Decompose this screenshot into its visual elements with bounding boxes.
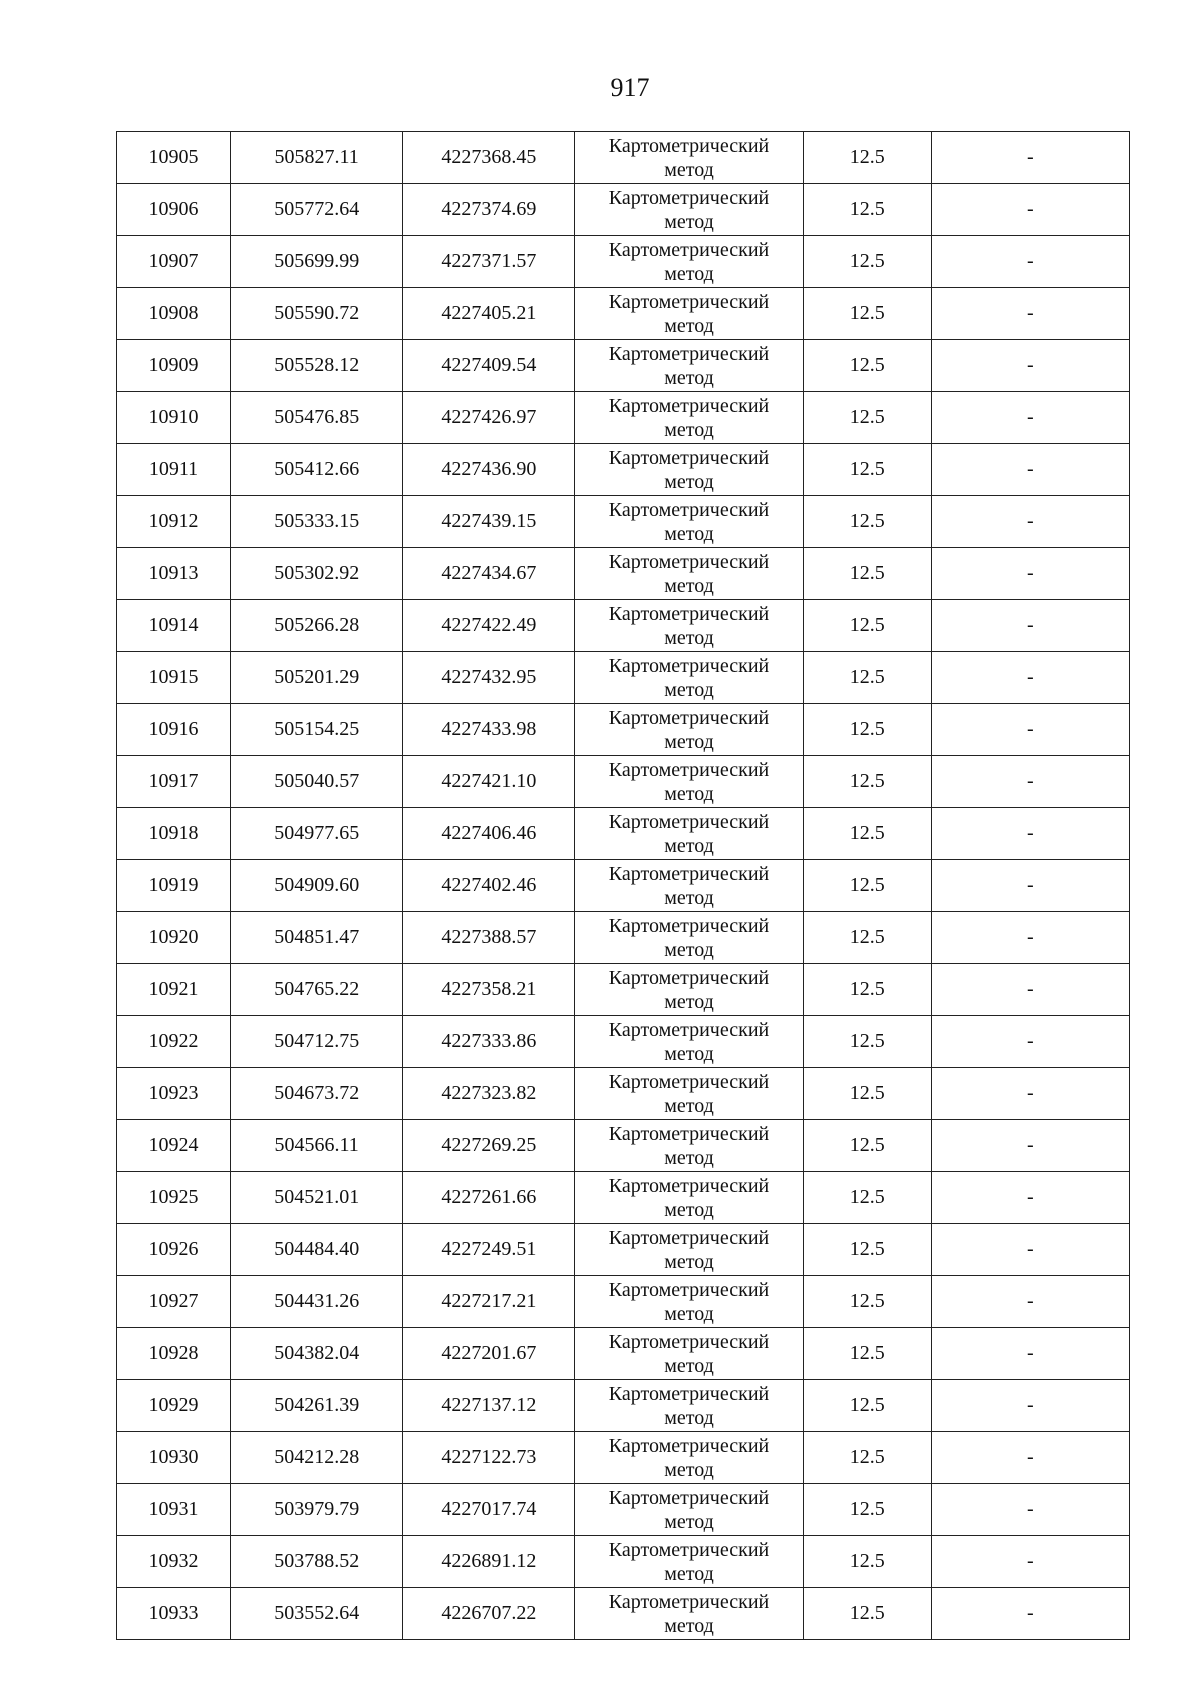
x-coordinate-cell: 504673.72	[231, 1068, 403, 1120]
y-coordinate-cell: 4227432.95	[403, 652, 575, 704]
description-cell: -	[931, 236, 1129, 288]
point-number-cell: 10930	[117, 1432, 231, 1484]
y-coordinate-cell: 4227249.51	[403, 1224, 575, 1276]
method-line-2: метод	[664, 158, 714, 181]
point-number-cell: 10911	[117, 444, 231, 496]
method-line-1: Картометрический	[608, 862, 770, 885]
description-cell: -	[931, 496, 1129, 548]
y-coordinate-cell: 4227436.90	[403, 444, 575, 496]
point-number-cell: 10922	[117, 1016, 231, 1068]
point-number-cell: 10917	[117, 756, 231, 808]
description-cell: -	[931, 652, 1129, 704]
method-line-2: метод	[664, 1562, 714, 1585]
y-coordinate-cell: 4227269.25	[403, 1120, 575, 1172]
description-cell: -	[931, 1224, 1129, 1276]
method-line-2: метод	[664, 886, 714, 909]
method-line-2: метод	[664, 522, 714, 545]
method-cell	[575, 756, 803, 808]
method-cell	[575, 1484, 803, 1536]
method-cell	[575, 548, 803, 600]
x-coordinate-cell: 505412.66	[231, 444, 403, 496]
description-cell: -	[931, 756, 1129, 808]
point-number-cell: 10933	[117, 1588, 231, 1640]
description-cell: -	[931, 132, 1129, 184]
y-coordinate-cell: 4227406.46	[403, 808, 575, 860]
description-cell: -	[931, 288, 1129, 340]
method-cell	[575, 1224, 803, 1276]
point-number-cell: 10916	[117, 704, 231, 756]
method-cell	[575, 652, 803, 704]
method-cell	[575, 1172, 803, 1224]
point-number-cell: 10915	[117, 652, 231, 704]
x-coordinate-cell: 504521.01	[231, 1172, 403, 1224]
accuracy-cell: 12.5	[803, 340, 931, 392]
point-number-cell: 10905	[117, 132, 231, 184]
point-number-cell: 10908	[117, 288, 231, 340]
description-cell: -	[931, 600, 1129, 652]
x-coordinate-cell: 505302.92	[231, 548, 403, 600]
method-cell	[575, 860, 803, 912]
method-line-2: метод	[664, 990, 714, 1013]
method-line-1: Картометрический	[608, 238, 770, 261]
accuracy-cell: 12.5	[803, 912, 931, 964]
description-cell: -	[931, 444, 1129, 496]
point-number-cell: 10919	[117, 860, 231, 912]
point-number-cell: 10924	[117, 1120, 231, 1172]
description-cell: -	[931, 548, 1129, 600]
point-number-cell: 10926	[117, 1224, 231, 1276]
accuracy-cell: 12.5	[803, 184, 931, 236]
page-number: 917	[610, 73, 650, 102]
method-line-2: метод	[664, 1302, 714, 1325]
y-coordinate-cell: 4226891.12	[403, 1536, 575, 1588]
method-line-1: Картометрический	[608, 966, 770, 989]
table-row	[117, 1432, 1130, 1484]
method-line-2: метод	[664, 366, 714, 389]
table-row	[117, 1172, 1130, 1224]
method-cell	[575, 132, 803, 184]
method-line-2: метод	[664, 1146, 714, 1169]
accuracy-cell: 12.5	[803, 1380, 931, 1432]
description-cell: -	[931, 1172, 1129, 1224]
y-coordinate-cell: 4227409.54	[403, 340, 575, 392]
method-cell	[575, 1536, 803, 1588]
method-cell	[575, 340, 803, 392]
accuracy-cell: 12.5	[803, 288, 931, 340]
x-coordinate-cell: 503552.64	[231, 1588, 403, 1640]
description-cell: -	[931, 392, 1129, 444]
point-number-cell: 10923	[117, 1068, 231, 1120]
point-number-cell: 10912	[117, 496, 231, 548]
method-cell	[575, 704, 803, 756]
method-line-2: метод	[664, 626, 714, 649]
table-row	[117, 392, 1130, 444]
accuracy-cell: 12.5	[803, 1172, 931, 1224]
table-row	[117, 808, 1130, 860]
method-line-2: метод	[664, 730, 714, 753]
method-line-2: метод	[664, 574, 714, 597]
accuracy-cell: 12.5	[803, 1120, 931, 1172]
method-line-2: метод	[664, 1510, 714, 1533]
table-row	[117, 1484, 1130, 1536]
method-line-1: Картометрический	[608, 1590, 770, 1613]
method-line-1: Картометрический	[608, 394, 770, 417]
x-coordinate-cell: 505333.15	[231, 496, 403, 548]
method-line-2: метод	[664, 210, 714, 233]
accuracy-cell: 12.5	[803, 1328, 931, 1380]
x-coordinate-cell: 505154.25	[231, 704, 403, 756]
x-coordinate-cell: 504765.22	[231, 964, 403, 1016]
table-row	[117, 756, 1130, 808]
x-coordinate-cell: 504851.47	[231, 912, 403, 964]
y-coordinate-cell: 4227137.12	[403, 1380, 575, 1432]
x-coordinate-cell: 503979.79	[231, 1484, 403, 1536]
point-number-cell: 10925	[117, 1172, 231, 1224]
table-row	[117, 1120, 1130, 1172]
x-coordinate-cell: 504712.75	[231, 1016, 403, 1068]
description-cell: -	[931, 1120, 1129, 1172]
description-cell: -	[931, 1588, 1129, 1640]
table-row	[117, 1224, 1130, 1276]
method-line-1: Картометрический	[608, 654, 770, 677]
y-coordinate-cell: 4227261.66	[403, 1172, 575, 1224]
x-coordinate-cell: 505201.29	[231, 652, 403, 704]
method-line-1: Картометрический	[608, 1278, 770, 1301]
description-cell: -	[931, 1484, 1129, 1536]
y-coordinate-cell: 4227217.21	[403, 1276, 575, 1328]
coordinates-table	[116, 131, 1130, 1640]
table-row	[117, 1588, 1130, 1640]
description-cell: -	[931, 964, 1129, 1016]
method-line-1: Картометрический	[608, 186, 770, 209]
x-coordinate-cell: 504261.39	[231, 1380, 403, 1432]
method-line-1: Картометрический	[608, 134, 770, 157]
description-cell: -	[931, 1328, 1129, 1380]
description-cell: -	[931, 340, 1129, 392]
accuracy-cell: 12.5	[803, 704, 931, 756]
table-row	[117, 340, 1130, 392]
x-coordinate-cell: 505040.57	[231, 756, 403, 808]
accuracy-cell: 12.5	[803, 392, 931, 444]
point-number-cell: 10931	[117, 1484, 231, 1536]
method-line-1: Картометрический	[608, 758, 770, 781]
method-line-2: метод	[664, 1042, 714, 1065]
method-cell	[575, 1380, 803, 1432]
x-coordinate-cell: 505528.12	[231, 340, 403, 392]
x-coordinate-cell: 504909.60	[231, 860, 403, 912]
point-number-cell: 10906	[117, 184, 231, 236]
accuracy-cell: 12.5	[803, 496, 931, 548]
method-cell	[575, 964, 803, 1016]
y-coordinate-cell: 4227421.10	[403, 756, 575, 808]
accuracy-cell: 12.5	[803, 1224, 931, 1276]
method-cell	[575, 184, 803, 236]
point-number-cell: 10913	[117, 548, 231, 600]
y-coordinate-cell: 4227333.86	[403, 1016, 575, 1068]
accuracy-cell: 12.5	[803, 1536, 931, 1588]
method-cell	[575, 236, 803, 288]
accuracy-cell: 12.5	[803, 236, 931, 288]
method-line-2: метод	[664, 1458, 714, 1481]
method-cell	[575, 1016, 803, 1068]
point-number-cell: 10927	[117, 1276, 231, 1328]
method-cell	[575, 444, 803, 496]
description-cell: -	[931, 1432, 1129, 1484]
table-row	[117, 912, 1130, 964]
description-cell: -	[931, 1016, 1129, 1068]
x-coordinate-cell: 504382.04	[231, 1328, 403, 1380]
method-line-1: Картометрический	[608, 498, 770, 521]
table-row	[117, 132, 1130, 184]
method-line-1: Картометрический	[608, 1486, 770, 1509]
method-line-2: метод	[664, 834, 714, 857]
method-cell	[575, 1328, 803, 1380]
point-number-cell: 10918	[117, 808, 231, 860]
description-cell: -	[931, 860, 1129, 912]
accuracy-cell: 12.5	[803, 1432, 931, 1484]
table-row	[117, 288, 1130, 340]
accuracy-cell: 12.5	[803, 444, 931, 496]
y-coordinate-cell: 4227422.49	[403, 600, 575, 652]
point-number-cell: 10909	[117, 340, 231, 392]
table-row	[117, 1276, 1130, 1328]
y-coordinate-cell: 4227371.57	[403, 236, 575, 288]
method-line-1: Картометрический	[608, 1226, 770, 1249]
method-line-1: Картометрический	[608, 550, 770, 573]
method-cell	[575, 600, 803, 652]
method-line-1: Картометрический	[608, 914, 770, 937]
description-cell: -	[931, 1068, 1129, 1120]
y-coordinate-cell: 4227433.98	[403, 704, 575, 756]
table-row	[117, 1328, 1130, 1380]
description-cell: -	[931, 1380, 1129, 1432]
method-line-1: Картометрический	[608, 446, 770, 469]
method-line-1: Картометрический	[608, 602, 770, 625]
point-number-cell: 10907	[117, 236, 231, 288]
method-line-1: Картометрический	[608, 1538, 770, 1561]
method-line-2: метод	[664, 314, 714, 337]
description-cell: -	[931, 184, 1129, 236]
method-line-1: Картометрический	[608, 342, 770, 365]
table-row	[117, 1068, 1130, 1120]
method-line-1: Картометрический	[608, 706, 770, 729]
description-cell: -	[931, 912, 1129, 964]
method-cell	[575, 288, 803, 340]
x-coordinate-cell: 504431.26	[231, 1276, 403, 1328]
method-cell	[575, 392, 803, 444]
x-coordinate-cell: 504212.28	[231, 1432, 403, 1484]
accuracy-cell: 12.5	[803, 756, 931, 808]
point-number-cell: 10920	[117, 912, 231, 964]
description-cell: -	[931, 704, 1129, 756]
method-line-2: метод	[664, 1198, 714, 1221]
y-coordinate-cell: 4227323.82	[403, 1068, 575, 1120]
method-line-2: метод	[664, 1354, 714, 1377]
y-coordinate-cell: 4227201.67	[403, 1328, 575, 1380]
point-number-cell: 10921	[117, 964, 231, 1016]
table-row	[117, 496, 1130, 548]
method-cell	[575, 1276, 803, 1328]
point-number-cell: 10928	[117, 1328, 231, 1380]
x-coordinate-cell: 504484.40	[231, 1224, 403, 1276]
method-line-2: метод	[664, 782, 714, 805]
description-cell: -	[931, 1276, 1129, 1328]
method-cell	[575, 1432, 803, 1484]
method-cell	[575, 912, 803, 964]
y-coordinate-cell: 4227388.57	[403, 912, 575, 964]
method-cell	[575, 1120, 803, 1172]
x-coordinate-cell: 505476.85	[231, 392, 403, 444]
table-row	[117, 444, 1130, 496]
table-row	[117, 1536, 1130, 1588]
table-row	[117, 548, 1130, 600]
method-line-2: метод	[664, 1250, 714, 1273]
accuracy-cell: 12.5	[803, 1016, 931, 1068]
y-coordinate-cell: 4227358.21	[403, 964, 575, 1016]
accuracy-cell: 12.5	[803, 808, 931, 860]
accuracy-cell: 12.5	[803, 548, 931, 600]
y-coordinate-cell: 4227426.97	[403, 392, 575, 444]
table-row	[117, 704, 1130, 756]
method-line-1: Картометрический	[608, 1018, 770, 1041]
accuracy-cell: 12.5	[803, 1588, 931, 1640]
accuracy-cell: 12.5	[803, 860, 931, 912]
method-line-1: Картометрический	[608, 1174, 770, 1197]
x-coordinate-cell: 504977.65	[231, 808, 403, 860]
table-row	[117, 652, 1130, 704]
x-coordinate-cell: 505590.72	[231, 288, 403, 340]
table-row	[117, 184, 1130, 236]
method-cell	[575, 1588, 803, 1640]
description-cell: -	[931, 1536, 1129, 1588]
accuracy-cell: 12.5	[803, 652, 931, 704]
accuracy-cell: 12.5	[803, 964, 931, 1016]
point-number-cell: 10914	[117, 600, 231, 652]
method-line-2: метод	[664, 938, 714, 961]
method-line-2: метод	[664, 262, 714, 285]
method-line-1: Картометрический	[608, 1330, 770, 1353]
y-coordinate-cell: 4227402.46	[403, 860, 575, 912]
description-cell: -	[931, 808, 1129, 860]
y-coordinate-cell: 4227122.73	[403, 1432, 575, 1484]
method-line-1: Картометрический	[608, 290, 770, 313]
coordinates-table-body	[117, 132, 1130, 1640]
y-coordinate-cell: 4227374.69	[403, 184, 575, 236]
table-row	[117, 1380, 1130, 1432]
method-line-1: Картометрический	[608, 810, 770, 833]
point-number-cell: 10929	[117, 1380, 231, 1432]
y-coordinate-cell: 4227434.67	[403, 548, 575, 600]
table-row	[117, 964, 1130, 1016]
method-cell	[575, 1068, 803, 1120]
method-line-2: метод	[664, 470, 714, 493]
method-line-2: метод	[664, 1614, 714, 1637]
method-cell	[575, 496, 803, 548]
accuracy-cell: 12.5	[803, 1484, 931, 1536]
accuracy-cell: 12.5	[803, 1276, 931, 1328]
method-line-1: Картометрический	[608, 1070, 770, 1093]
accuracy-cell: 12.5	[803, 1068, 931, 1120]
accuracy-cell: 12.5	[803, 132, 931, 184]
method-line-1: Картометрический	[608, 1434, 770, 1457]
y-coordinate-cell: 4227405.21	[403, 288, 575, 340]
method-line-2: метод	[664, 418, 714, 441]
point-number-cell: 10910	[117, 392, 231, 444]
x-coordinate-cell: 505772.64	[231, 184, 403, 236]
y-coordinate-cell: 4226707.22	[403, 1588, 575, 1640]
y-coordinate-cell: 4227439.15	[403, 496, 575, 548]
method-cell	[575, 808, 803, 860]
table-row	[117, 600, 1130, 652]
x-coordinate-cell: 505699.99	[231, 236, 403, 288]
method-line-2: метод	[664, 1094, 714, 1117]
method-line-2: метод	[664, 678, 714, 701]
y-coordinate-cell: 4227017.74	[403, 1484, 575, 1536]
table-row	[117, 860, 1130, 912]
method-line-1: Картометрический	[608, 1122, 770, 1145]
x-coordinate-cell: 505266.28	[231, 600, 403, 652]
point-number-cell: 10932	[117, 1536, 231, 1588]
method-line-1: Картометрический	[608, 1382, 770, 1405]
x-coordinate-cell: 503788.52	[231, 1536, 403, 1588]
table-row	[117, 1016, 1130, 1068]
accuracy-cell: 12.5	[803, 600, 931, 652]
x-coordinate-cell: 505827.11	[231, 132, 403, 184]
table-row	[117, 236, 1130, 288]
method-line-2: метод	[664, 1406, 714, 1429]
y-coordinate-cell: 4227368.45	[403, 132, 575, 184]
x-coordinate-cell: 504566.11	[231, 1120, 403, 1172]
